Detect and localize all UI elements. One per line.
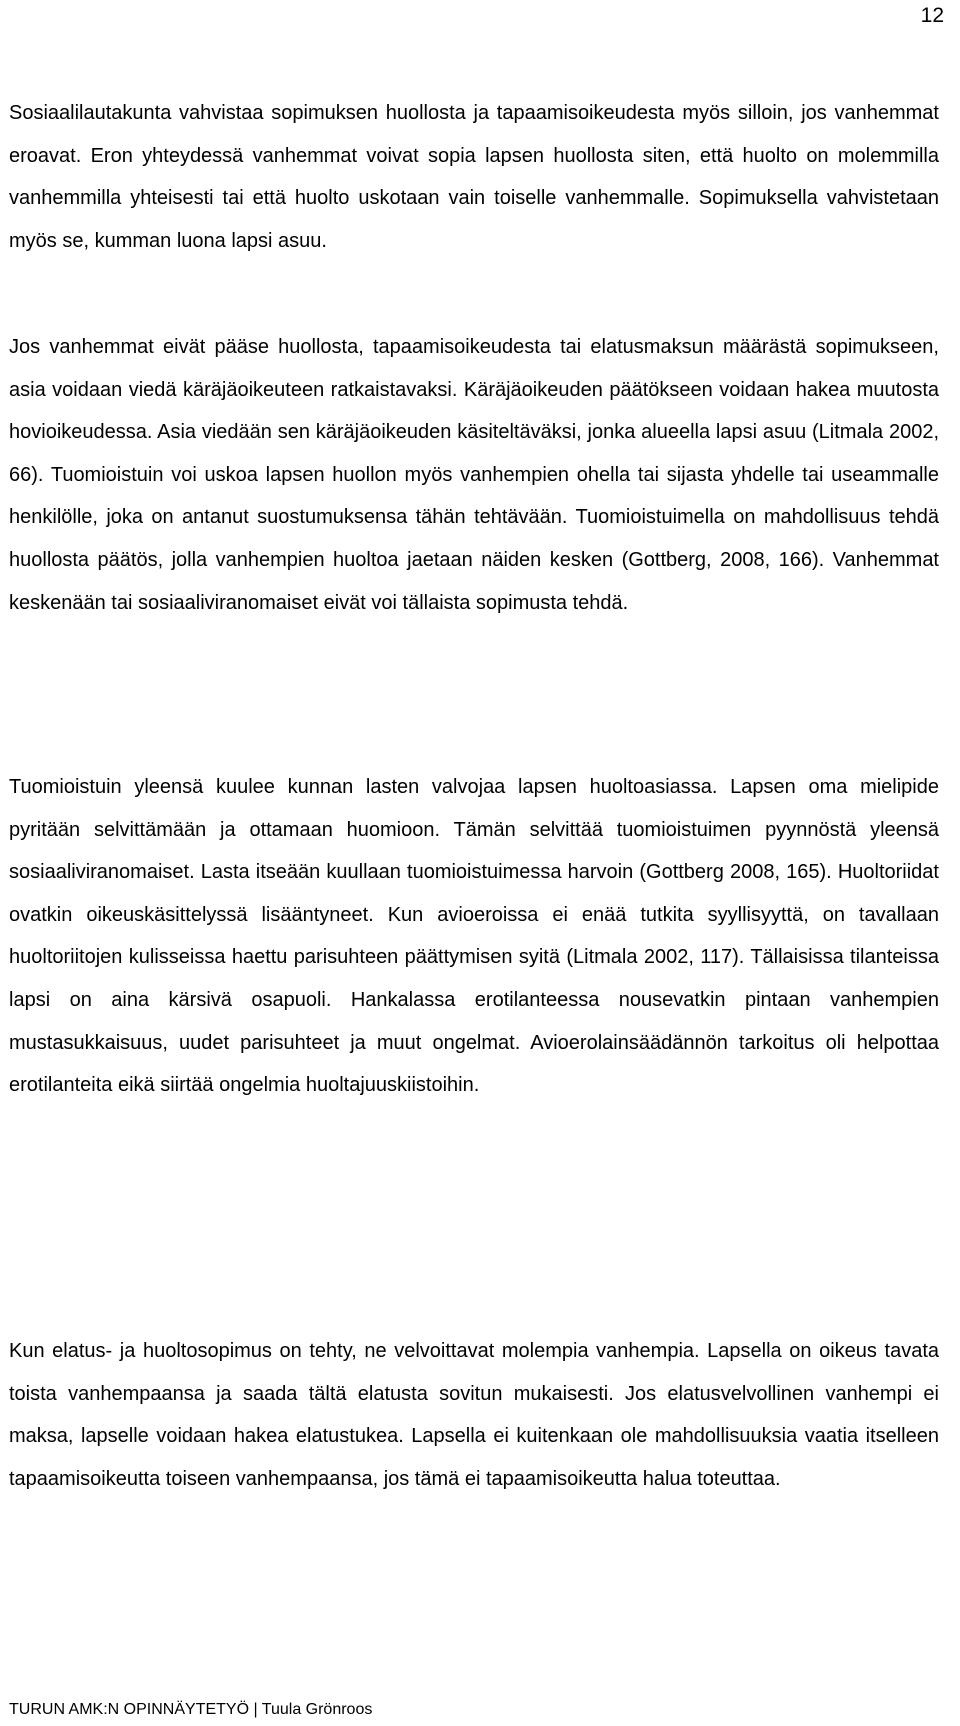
body-paragraph-4: Kun elatus- ja huoltosopimus on tehty, ne velvoittavat molempia vanhempia. Lapsella on oikeus tavata toista vanhempaansa ja saada tältä elatusta sovitun mukaisesti. Jos elatusvelvollinen vanhempi ei maksa, lapselle voidaan hakea elatustukea. Lapsella ei kuitenkaan ole mahdollisuuksia vaatia itselleen tapaamisoikeutta toiseen vanhempaansa, jos tämä ei tapaamisoikeutta halua toteuttaa. [9, 1340, 939, 1490]
body-paragraph-2: Jos vanhemmat eivät pääse huollosta, tapaamisoikeudesta tai elatusmaksun määrästä sopimukseen, asia voidaan viedä käräjäoikeuteen ratkaistavaksi. Käräjäoikeuden päätökseen voidaan hakea muutosta hovioikeudessa. Asia viedään sen käräjäoikeuden käsiteltäväksi, jonka alueella lapsi asuu (Litmala 2002, 66). Tuomioistuin voi uskoa lapsen huollon myös vanhempien ohella tai sijasta yhdelle tai useammalle henkilölle, joka on antanut suostumuksensa tähän tehtävään. Tuomioistuimella on mahdollisuus tehdä huollosta päätös, jolla vanhempien huoltoa jaetaan näiden kesken (Gottberg, 2008, 166). Vanhemmat keskenään tai sosiaaliviranomaiset eivät voi tällaista sopimusta tehdä. [9, 336, 939, 614]
page-number: 12 [920, 4, 944, 27]
page-footer: TURUN AMK:N OPINNÄYTETYÖ | Tuula Grönroos [9, 1701, 373, 1718]
body-paragraph-3: Tuomioistuin yleensä kuulee kunnan lasten valvojaa lapsen huoltoasiassa. Lapsen oma mielipide pyritään selvittämään ja ottamaan huomioon. Tämän selvittää tuomioistuimen pyynnöstä yleensä sosiaaliviranomaiset. Lasta itseään kuullaan tuomioistuimessa harvoin (Gottberg 2008, 165). Huoltoriidat ovatkin oikeuskäsittelyssä lisääntyneet. Kun avioeroissa ei enää tutkita syyllisyyttä, on tavallaan huoltoriitojen kulisseissa haettu parisuhteen päättymisen syitä (Litmala 2002, 117). Tällaisissa tilanteissa lapsi on aina kärsivä osapuoli. Hankalassa erotilanteessa nousevatkin pintaan vanhempien mustasukkaisuus, uudet parisuhteet ja muut ongelmat. Avioerolainsäädännön tarkoitus oli helpottaa erotilanteita eikä siirtää ongelmia huoltajuuskiistoihin. [9, 776, 939, 1097]
body-paragraph-1: Sosiaalilautakunta vahvistaa sopimuksen huollosta ja tapaamisoikeudesta myös silloin, jos vanhemmat eroavat. Eron yhteydessä vanhemmat voivat sopia lapsen huollosta siten, että huolto on molemmilla vanhemmilla yhteisesti tai että huolto uskotaan vain toiselle vanhemmalle. Sopimuksella vahvistetaan myös se, kumman luona lapsi asuu. [9, 102, 939, 252]
